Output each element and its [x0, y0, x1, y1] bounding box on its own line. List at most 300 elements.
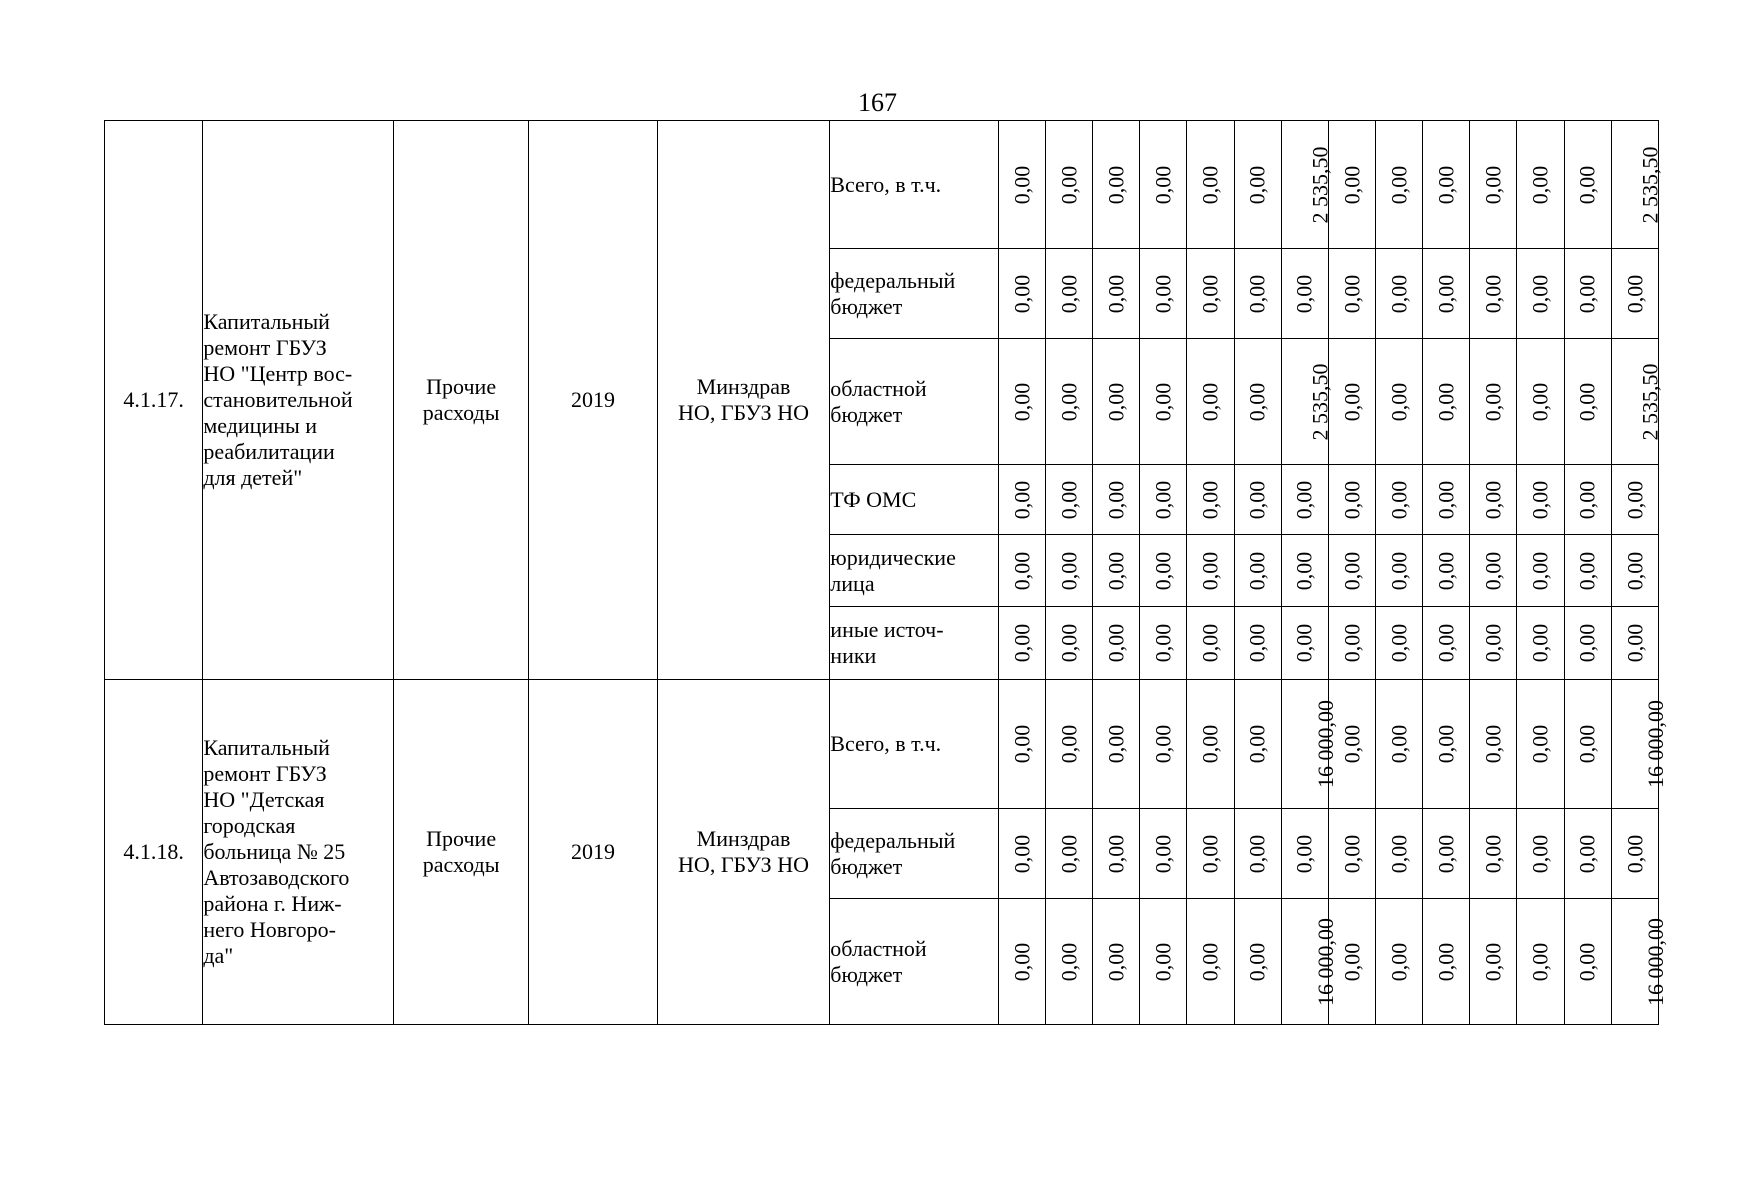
value-cell [1281, 339, 1333, 465]
value-cell [1093, 121, 1140, 249]
value-cell [1140, 249, 1187, 339]
value-cell [1140, 339, 1187, 465]
value-text: 0,00 [1008, 551, 1034, 590]
value-text: 0,00 [1008, 480, 1034, 519]
project-name [203, 680, 394, 1025]
value-cell [1281, 680, 1338, 809]
value-text: 0,00 [1480, 165, 1506, 204]
text-line: ники [830, 643, 877, 668]
value-text: 0,00 [1056, 834, 1082, 873]
value-text: 0,00 [1480, 834, 1506, 873]
value-text: 0,00 [1527, 551, 1553, 590]
text-line: лица [830, 570, 875, 596]
value-text: 0,00 [1386, 165, 1412, 204]
text-line: реабилитации [203, 439, 335, 464]
project-year: 2019 [529, 121, 657, 680]
funding-source [830, 899, 999, 1025]
value-text: 0,00 [1197, 623, 1223, 663]
value-text: 0,00 [1621, 274, 1647, 313]
value-cell [1470, 465, 1517, 535]
value-text: 0,00 [1621, 623, 1647, 663]
value-cell [1611, 465, 1658, 535]
value-cell [1045, 249, 1092, 339]
value-cell [1611, 680, 1668, 809]
value-text: 0,00 [1056, 623, 1082, 663]
expense-type [393, 680, 528, 1025]
value-text: 0,00 [1150, 480, 1176, 519]
value-text: 0,00 [1103, 551, 1129, 590]
value-text: 0,00 [1527, 480, 1553, 519]
value-text: 0,00 [1574, 942, 1600, 981]
value-cell [1140, 899, 1187, 1025]
value-text: 0,00 [1291, 623, 1317, 663]
value-text: 0,00 [1621, 834, 1647, 873]
value-cell [1281, 249, 1328, 339]
text-line: Всего, в т.ч. [830, 731, 942, 756]
value-cell [1375, 607, 1422, 680]
value-text: 0,00 [1056, 382, 1082, 421]
text-line: для детей" [203, 465, 303, 490]
text-line: НО, ГБУЗ НО [678, 852, 809, 877]
value-text: 0,00 [1480, 382, 1506, 421]
value-cell [1045, 339, 1092, 465]
value-text: 0,00 [1150, 942, 1176, 981]
value-text: 0,00 [1056, 274, 1082, 313]
value-text: 0,00 [1291, 834, 1317, 873]
text-line: больница № 25 [203, 839, 346, 864]
value-text: 0,00 [1150, 623, 1176, 663]
value-cell [1564, 339, 1611, 465]
value-cell [1517, 899, 1564, 1025]
value-text: 0,00 [1244, 724, 1270, 764]
value-text: 0,00 [1338, 834, 1364, 873]
value-cell [998, 249, 1045, 339]
table-row [105, 680, 1659, 809]
funding-source [830, 339, 999, 465]
value-cell [1517, 465, 1564, 535]
value-cell [1328, 339, 1375, 465]
value-text: 0,00 [1527, 623, 1553, 663]
value-cell [998, 607, 1045, 680]
text-line: НО "Детская [203, 787, 325, 812]
value-cell [1187, 465, 1234, 535]
value-text: 0,00 [1008, 834, 1034, 873]
value-cell [998, 899, 1045, 1025]
value-text: 0,00 [1338, 165, 1364, 204]
value-text: 0,00 [1008, 382, 1034, 421]
value-text: 0,00 [1244, 480, 1270, 519]
value-text: 0,00 [1197, 165, 1223, 204]
value-text: 2 535,50 [1637, 363, 1663, 440]
value-cell [1517, 809, 1564, 899]
value-cell [1375, 465, 1422, 535]
value-text: 0,00 [1291, 480, 1317, 519]
text-line: федеральный [830, 827, 956, 853]
value-text: 0,00 [1008, 274, 1034, 313]
value-text: 0,00 [1291, 274, 1317, 313]
value-cell [1375, 249, 1422, 339]
value-cell [1564, 249, 1611, 339]
value-text: 0,00 [1056, 480, 1082, 519]
value-text: 0,00 [1338, 724, 1364, 764]
value-cell [1045, 465, 1092, 535]
value-cell [1187, 121, 1234, 249]
text-line: областной [830, 375, 927, 401]
value-text: 0,00 [1480, 551, 1506, 590]
value-cell [1423, 809, 1470, 899]
value-cell [1611, 809, 1658, 899]
value-cell [998, 680, 1045, 809]
value-cell [1470, 809, 1517, 899]
value-text: 0,00 [1480, 623, 1506, 663]
value-cell [1234, 899, 1281, 1025]
value-cell [1423, 465, 1470, 535]
value-text: 2 535,50 [1307, 146, 1333, 223]
value-cell [1234, 339, 1281, 465]
value-text: 0,00 [1386, 551, 1412, 590]
value-text: 16 000,00 [1642, 917, 1668, 1006]
value-text: 0,00 [1338, 551, 1364, 590]
value-cell [1093, 607, 1140, 680]
value-cell [1517, 121, 1564, 249]
value-cell [1234, 465, 1281, 535]
text-line: расходы [422, 852, 500, 877]
value-text: 0,00 [1150, 834, 1176, 873]
value-text: 0,00 [1150, 724, 1176, 764]
value-cell [1564, 809, 1611, 899]
text-line: иные источ- [830, 617, 944, 642]
value-text: 16 000,00 [1642, 700, 1668, 788]
value-text: 0,00 [1574, 274, 1600, 313]
value-cell [1328, 121, 1375, 249]
value-cell [1611, 607, 1658, 680]
value-cell [1611, 249, 1658, 339]
value-text: 0,00 [1527, 165, 1553, 204]
value-text: 0,00 [1197, 274, 1223, 313]
value-text: 0,00 [1433, 274, 1459, 313]
value-cell [1093, 535, 1140, 607]
value-cell [1140, 465, 1187, 535]
value-cell [1470, 535, 1517, 607]
value-text: 0,00 [1103, 165, 1129, 204]
value-cell [998, 465, 1045, 535]
funding-source [830, 121, 999, 249]
value-cell [998, 535, 1045, 607]
funding-source [830, 607, 999, 680]
text-line: Всего, в т.ч. [830, 171, 942, 197]
value-cell [1281, 899, 1338, 1025]
value-text: 0,00 [1197, 480, 1223, 519]
value-cell [1234, 535, 1281, 607]
value-cell [1187, 535, 1234, 607]
value-text: 0,00 [1197, 724, 1223, 764]
value-text: 0,00 [1008, 623, 1034, 663]
value-text: 0,00 [1621, 551, 1647, 590]
value-cell [1423, 249, 1470, 339]
value-text: 0,00 [1150, 274, 1176, 313]
value-text: 16 000,00 [1312, 700, 1338, 788]
value-cell [1517, 607, 1564, 680]
value-text: 0,00 [1433, 165, 1459, 204]
text-line: Прочие [426, 826, 497, 851]
text-line: бюджет [830, 293, 903, 319]
value-cell [1423, 339, 1470, 465]
value-cell [1093, 339, 1140, 465]
value-text: 0,00 [1244, 165, 1270, 204]
value-text: 0,00 [1386, 274, 1412, 313]
value-cell [1234, 607, 1281, 680]
value-cell [1093, 249, 1140, 339]
value-cell [1517, 249, 1564, 339]
text-line: Капитальный [203, 309, 330, 334]
table-body [105, 121, 1668, 1025]
project-name [203, 121, 394, 680]
value-text: 0,00 [1291, 551, 1317, 590]
value-text: 0,00 [1150, 165, 1176, 204]
value-cell [1423, 607, 1470, 680]
value-text: 0,00 [1338, 274, 1364, 313]
value-text: 0,00 [1386, 942, 1412, 981]
value-cell [1140, 535, 1187, 607]
value-text: 0,00 [1056, 724, 1082, 764]
value-cell [1517, 680, 1564, 809]
value-cell [1375, 899, 1422, 1025]
value-cell [1328, 465, 1375, 535]
value-text: 0,00 [1197, 834, 1223, 873]
value-cell [1375, 535, 1422, 607]
project-year: 2019 [529, 680, 657, 1025]
value-cell [1470, 607, 1517, 680]
value-text: 0,00 [1150, 382, 1176, 421]
value-cell [1234, 121, 1281, 249]
value-cell [1375, 809, 1422, 899]
value-text: 0,00 [1244, 623, 1270, 663]
value-cell [1564, 535, 1611, 607]
value-text: 0,00 [1433, 942, 1459, 981]
value-cell [1187, 339, 1234, 465]
value-text: 0,00 [1386, 480, 1412, 519]
value-text: 0,00 [1480, 724, 1506, 764]
value-text: 0,00 [1480, 274, 1506, 313]
text-line: городская [203, 813, 296, 838]
value-text: 0,00 [1103, 382, 1129, 421]
value-text: 0,00 [1103, 274, 1129, 313]
value-text: 0,00 [1244, 834, 1270, 873]
value-cell [1375, 121, 1422, 249]
value-cell [1187, 809, 1234, 899]
value-cell [1423, 535, 1470, 607]
text-line: юридические [830, 544, 956, 570]
value-text: 2 535,50 [1637, 146, 1663, 223]
value-text: 0,00 [1480, 480, 1506, 519]
text-line: Прочие [426, 374, 497, 399]
value-cell [1187, 899, 1234, 1025]
value-text: 0,00 [1621, 480, 1647, 519]
value-text: 0,00 [1480, 942, 1506, 981]
value-cell [998, 339, 1045, 465]
value-cell [1281, 809, 1328, 899]
funding-source [830, 680, 999, 809]
value-text: 0,00 [1150, 551, 1176, 590]
text-line: Минздрав [696, 826, 791, 851]
value-cell [1187, 249, 1234, 339]
project-executor [657, 121, 830, 680]
text-line: областной [830, 935, 927, 961]
funding-source [830, 809, 999, 899]
value-text: 0,00 [1103, 623, 1129, 663]
text-line: бюджет [830, 961, 903, 987]
value-cell [1328, 899, 1375, 1025]
value-text: 0,00 [1433, 834, 1459, 873]
value-cell [1045, 121, 1092, 249]
value-cell [1423, 899, 1470, 1025]
value-text: 0,00 [1574, 382, 1600, 421]
value-text: 0,00 [1527, 274, 1553, 313]
value-cell [1328, 535, 1375, 607]
value-cell [1045, 535, 1092, 607]
value-cell [1187, 607, 1234, 680]
value-cell [1328, 809, 1375, 899]
value-text: 16 000,00 [1312, 917, 1338, 1006]
value-text: 0,00 [1338, 480, 1364, 519]
value-cell [1517, 535, 1564, 607]
text-line: да" [203, 943, 234, 968]
text-line: федеральный [830, 267, 956, 293]
value-cell [1140, 680, 1187, 809]
value-text: 0,00 [1244, 551, 1270, 590]
value-cell [1517, 339, 1564, 465]
text-line: медицины и [203, 413, 318, 438]
value-cell [1140, 809, 1187, 899]
value-cell [1423, 121, 1470, 249]
value-cell [1093, 465, 1140, 535]
value-cell [1045, 899, 1092, 1025]
value-cell [1611, 535, 1658, 607]
table-row [105, 121, 1659, 249]
value-cell [1187, 680, 1234, 809]
value-text: 0,00 [1433, 724, 1459, 764]
text-line: ремонт ГБУЗ [203, 761, 327, 786]
text-line: Минздрав [696, 374, 791, 399]
value-text: 0,00 [1338, 623, 1364, 663]
project-number: 4.1.17. [105, 121, 203, 680]
text-line: бюджет [830, 853, 903, 879]
value-text: 0,00 [1386, 834, 1412, 873]
value-text: 0,00 [1527, 382, 1553, 421]
value-text: 0,00 [1527, 724, 1553, 764]
funding-source [830, 535, 999, 607]
budget-table [104, 120, 1668, 1025]
value-text: 0,00 [1338, 382, 1364, 421]
value-text: 0,00 [1527, 834, 1553, 873]
value-cell [1328, 680, 1375, 809]
value-cell [1093, 809, 1140, 899]
text-line: района г. Ниж- [203, 891, 342, 916]
value-text: 0,00 [1433, 480, 1459, 519]
value-cell [1470, 899, 1517, 1025]
value-cell [1328, 607, 1375, 680]
funding-source [830, 249, 999, 339]
value-cell [1328, 249, 1375, 339]
value-text: 0,00 [1056, 165, 1082, 204]
value-cell [1140, 607, 1187, 680]
value-text: 0,00 [1386, 623, 1412, 663]
expense-type [393, 121, 528, 680]
text-line: ТФ ОМС [830, 486, 917, 512]
value-cell [1281, 535, 1328, 607]
value-text: 0,00 [1008, 165, 1034, 204]
value-text: 0,00 [1433, 551, 1459, 590]
value-text: 0,00 [1574, 834, 1600, 873]
value-text: 0,00 [1056, 551, 1082, 590]
value-cell [1423, 680, 1470, 809]
value-cell [1611, 121, 1663, 249]
value-cell [1470, 680, 1517, 809]
value-cell [1281, 607, 1328, 680]
value-cell [1234, 809, 1281, 899]
value-text: 0,00 [1103, 834, 1129, 873]
value-cell [1234, 249, 1281, 339]
value-text: 0,00 [1103, 724, 1129, 764]
value-cell [1234, 680, 1281, 809]
value-cell [998, 121, 1045, 249]
value-cell [1564, 121, 1611, 249]
value-cell [1375, 339, 1422, 465]
value-cell [1045, 680, 1092, 809]
value-text: 0,00 [1433, 623, 1459, 663]
value-text: 0,00 [1574, 551, 1600, 590]
value-cell [998, 809, 1045, 899]
text-line: Капитальный [203, 735, 330, 760]
value-text: 0,00 [1008, 724, 1034, 764]
value-text: 0,00 [1574, 623, 1600, 663]
value-cell [1611, 339, 1663, 465]
text-line: ремонт ГБУЗ [203, 335, 327, 360]
text-line: него Новгоро- [203, 917, 336, 942]
funding-source [830, 465, 999, 535]
value-text: 0,00 [1008, 942, 1034, 981]
text-line: НО, ГБУЗ НО [678, 400, 809, 425]
value-text: 0,00 [1338, 942, 1364, 981]
text-line: становительной [203, 387, 353, 412]
value-text: 0,00 [1197, 942, 1223, 981]
value-text: 2 535,50 [1307, 363, 1333, 440]
value-text: 0,00 [1574, 724, 1600, 764]
value-cell [1281, 121, 1333, 249]
value-text: 0,00 [1197, 551, 1223, 590]
project-executor [657, 680, 830, 1025]
value-text: 0,00 [1244, 382, 1270, 421]
value-cell [1375, 680, 1422, 809]
value-cell [1611, 899, 1668, 1025]
page-number: 167 [858, 88, 897, 117]
value-text: 0,00 [1103, 480, 1129, 519]
text-line: Автозаводского [203, 865, 350, 890]
value-cell [1564, 607, 1611, 680]
value-text: 0,00 [1244, 942, 1270, 981]
value-text: 0,00 [1527, 942, 1553, 981]
value-cell [1140, 121, 1187, 249]
value-text: 0,00 [1574, 165, 1600, 204]
value-cell [1470, 121, 1517, 249]
text-line: бюджет [830, 401, 903, 427]
value-cell [1564, 465, 1611, 535]
text-line: НО "Центр вос- [203, 361, 353, 386]
value-cell [1470, 339, 1517, 465]
value-text: 0,00 [1197, 382, 1223, 421]
value-text: 0,00 [1574, 480, 1600, 519]
value-text: 0,00 [1386, 724, 1412, 764]
